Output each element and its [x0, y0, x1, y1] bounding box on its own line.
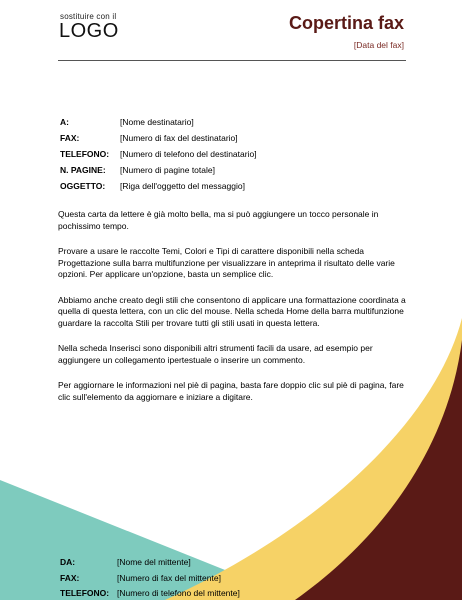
body-paragraph: Provare a usare le raccolte Temi, Colori e Tipi di carattere disponibili nella scheda Progettazione sulla barra multifunzione per visualizzare in anteprima il risultato delle varie opzioni. Per applicare un'opzione, basta un semplice clic.	[58, 246, 395, 279]
field-row-subject	[0, 181, 462, 195]
field-row-pages	[0, 165, 462, 179]
field-label-subject: OGGETTO:	[60, 181, 106, 191]
footer-label-fax: FAX:	[60, 573, 80, 583]
footer-label-phone: TELEFONO:	[60, 588, 110, 598]
logo-tagline: sostituire con il	[60, 12, 117, 21]
field-value-recipient-fax[interactable]: [Numero di fax del destinatario]	[120, 133, 238, 143]
header-divider	[58, 60, 406, 61]
footer-row-from	[0, 557, 462, 571]
footer-row-fax	[0, 573, 462, 587]
field-value-page-count[interactable]: [Numero di pagine totale]	[120, 165, 215, 175]
field-row-to	[0, 117, 462, 131]
field-value-subject[interactable]: [Riga dell'oggetto del messaggio]	[120, 181, 245, 191]
field-label-phone: TELEFONO:	[60, 149, 110, 159]
body-paragraph: Abbiamo anche creato degli stili che consentono di applicare una formattazione coordinata a quella di questa lettera, con un clic del mouse. Nella scheda Home della barra multifunzione guardare la raccolta Stili per trovare tutti gli stili usati in questa lettera.	[58, 294, 406, 328]
field-label-pages: N. PAGINE:	[60, 165, 106, 175]
field-row-fax	[0, 133, 462, 147]
field-label-to: A:	[60, 117, 69, 127]
footer-value-sender-phone[interactable]: [Numero di telefono del mittente]	[117, 588, 240, 598]
field-value-recipient-name[interactable]: [Nome destinatario]	[120, 117, 194, 127]
body-paragraph: Nella scheda Inserisci sono disponibili altri strumenti facili da usare, ad esempio per aggiungere un collegamento ipertestuale o inserire un commento.	[58, 343, 373, 365]
logo-text: LOGO	[59, 20, 119, 42]
body-paragraph: Per aggiornare le informazioni nel piè di pagina, basta fare doppio clic sul piè di pagina, fare clic sull'elemento da aggiornare e iniziare a digitare.	[58, 380, 404, 402]
body-paragraph: Questa carta da lettere è già molto bella, ma si può aggiungere un tocco personale in pochissimo tempo.	[58, 209, 379, 231]
field-label-fax: FAX:	[60, 133, 80, 143]
page-title: Copertina fax	[288, 13, 404, 33]
footer-value-sender-fax[interactable]: [Numero di fax del mittente]	[117, 573, 221, 583]
fax-date-field[interactable]: [Data del fax]	[353, 40, 404, 50]
footer-value-sender-name[interactable]: [Nome del mittente]	[117, 557, 191, 567]
message-body[interactable]	[58, 209, 408, 417]
field-row-phone	[0, 149, 462, 163]
field-value-recipient-phone[interactable]: [Numero di telefono del destinatario]	[120, 149, 257, 159]
footer-label-from: DA:	[60, 557, 76, 567]
